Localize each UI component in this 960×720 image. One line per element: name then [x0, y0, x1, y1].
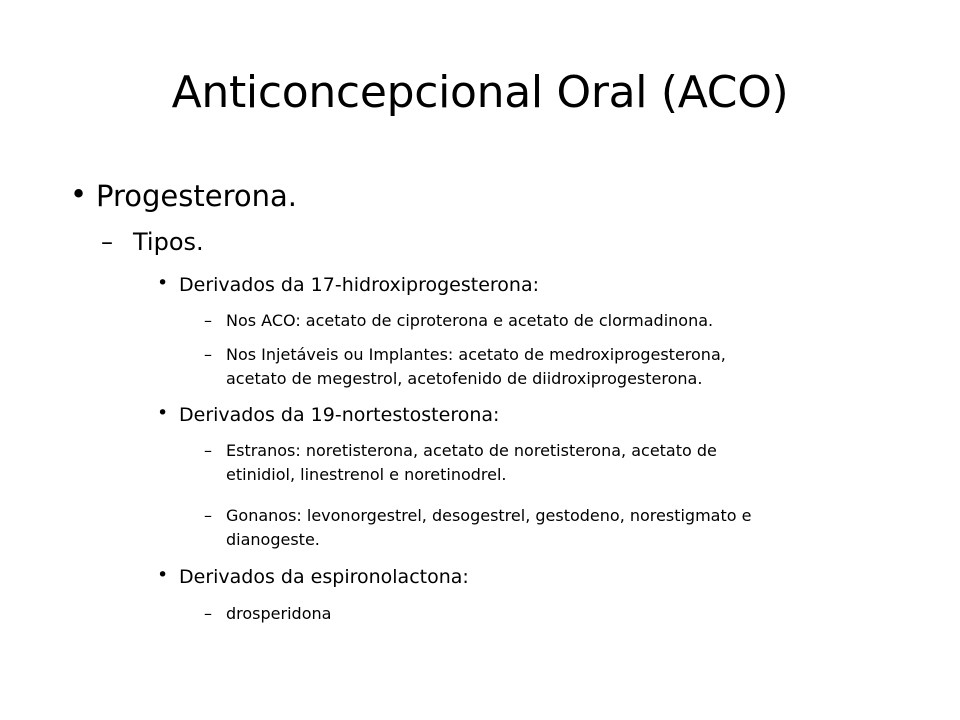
subitem-tipos: Tipos. — [133, 228, 204, 256]
bullet-icon: • — [157, 272, 169, 294]
dash-icon: – — [204, 506, 212, 525]
bullet-derivados-19: Derivados da 19-nortestosterona: — [179, 404, 500, 426]
slide-title: Anticoncepcional Oral (ACO) — [171, 67, 789, 118]
item-estranos-line-2: etinidiol, linestrenol e noretinodrel. — [226, 465, 507, 484]
bullet-espironolactona: Derivados da espironolactona: — [179, 566, 469, 588]
bullet-icon: • — [70, 177, 88, 211]
dash-icon: – — [204, 311, 212, 330]
item-gonanos-line-2: dianogeste. — [226, 530, 320, 549]
item-drosperidona: drosperidona — [226, 604, 332, 623]
item-gonanos-line-1: Gonanos: levonorgestrel, desogestrel, gestodeno, norestigmato e — [226, 506, 752, 525]
item-injetaveis-line-2: acetato de megestrol, acetofenido de diidroxiprogesterona. — [226, 369, 703, 388]
bullet-progesterona: Progesterona. — [96, 179, 297, 213]
bullet-icon: • — [157, 402, 169, 424]
dash-icon: – — [204, 345, 212, 364]
dash-icon: – — [101, 228, 113, 256]
item-injetaveis-line-1: Nos Injetáveis ou Implantes: acetato de medroxiprogesterona, — [226, 345, 726, 364]
item-estranos-line-1: Estranos: noretisterona, acetato de noretisterona, acetato de — [226, 441, 717, 460]
dash-icon: – — [204, 441, 212, 460]
item-nos-aco: Nos ACO: acetato de ciproterona e acetato de clormadinona. — [226, 311, 714, 330]
bullet-icon: • — [157, 564, 169, 586]
dash-icon: – — [204, 604, 212, 623]
bullet-derivados-17: Derivados da 17-hidroxiprogesterona: — [179, 274, 540, 296]
